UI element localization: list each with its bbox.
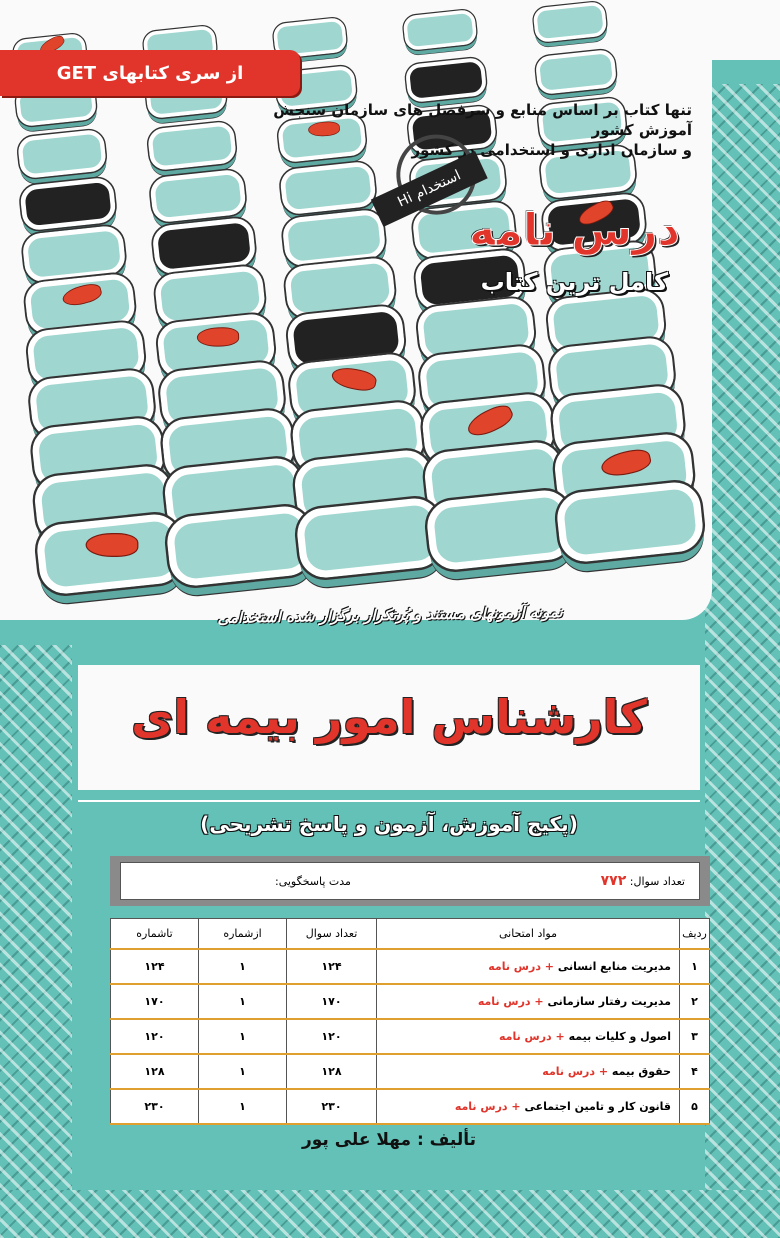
tray — [425, 488, 575, 572]
table-row — [111, 1054, 710, 1089]
row-from: ۱ — [199, 1019, 287, 1054]
row-from: ۱ — [199, 1089, 287, 1124]
row-subject — [377, 1054, 680, 1089]
tray — [402, 9, 477, 51]
tray — [17, 129, 107, 180]
row-subject — [377, 949, 680, 984]
book-title: کارشناس امور بیمه ای — [131, 690, 647, 744]
brand-title: درس نامه — [469, 205, 680, 256]
table-row — [111, 949, 710, 984]
author: تألیف : مهلا علی پور — [301, 1130, 477, 1150]
tray — [535, 49, 618, 95]
row-number: ۵ — [680, 1089, 710, 1124]
lesson-note: + درس نامه — [454, 1099, 521, 1113]
tagline — [272, 100, 692, 160]
row-number: ۲ — [680, 984, 710, 1019]
tagline-line-2: و سازمان اداری و استخدامی در کشور — [411, 141, 692, 159]
tray — [279, 161, 377, 216]
info-box — [110, 856, 710, 906]
row-subject — [377, 984, 680, 1019]
tray — [555, 480, 705, 564]
divider — [78, 800, 700, 802]
fish-icon — [197, 327, 240, 348]
decorative-knot-border-right — [705, 62, 780, 1238]
row-from: ۱ — [199, 949, 287, 984]
subject-name: حقوق بیمه — [611, 1064, 671, 1078]
lesson-note: + درس نامه — [488, 959, 555, 973]
row-subject — [377, 1019, 680, 1054]
tray — [532, 1, 607, 43]
row-to: ۱۲۸ — [111, 1054, 199, 1089]
tray — [149, 169, 247, 224]
subjects-table — [110, 918, 710, 1125]
tray — [405, 57, 488, 103]
row-count: ۱۲۰ — [287, 1019, 377, 1054]
row-count: ۱۲۴ — [287, 949, 377, 984]
header-row-num: ردیف — [680, 919, 710, 949]
row-number: ۳ — [680, 1019, 710, 1054]
question-count-value: ۷۷۲ — [600, 873, 627, 889]
decorative-knot-border-left — [0, 645, 72, 1238]
stamp-label: استخدام — [412, 167, 464, 203]
decorative-knot-border-bottom — [0, 1190, 780, 1238]
duration-label: مدت پاسخگویی: — [275, 874, 351, 888]
table-row — [111, 1089, 710, 1124]
tray — [19, 177, 117, 232]
table-header — [111, 919, 710, 949]
row-to: ۱۲۴ — [111, 949, 199, 984]
brand-subtitle: کامل ترین کتاب — [480, 268, 668, 296]
row-from: ۱ — [199, 1054, 287, 1089]
tray — [147, 121, 237, 172]
stamp-hi: Hi — [395, 189, 416, 211]
row-to: ۲۳۰ — [111, 1089, 199, 1124]
header-subject: مواد امتحانی — [377, 919, 680, 949]
header-count: تعداد سوال — [287, 919, 377, 949]
lesson-note: + درس نامه — [498, 1029, 565, 1043]
lesson-note: + درس نامه — [477, 994, 544, 1008]
row-number: ۴ — [680, 1054, 710, 1089]
subject-name: اصول و کلیات بیمه — [568, 1029, 671, 1043]
sample-exams-line: نمونه آزمونهای مستند و پُرتکرار برگزار شده استخدامی — [217, 602, 563, 628]
series-banner: از سری کتابهای GET — [0, 50, 300, 96]
subject-name: قانون کار و تامین اجتماعی — [524, 1099, 671, 1113]
table-row — [111, 984, 710, 1019]
tagline-line-1: تنها کتاب بر اساس منابع و سرفصل های سازمان سنجش آموزش کشور — [273, 101, 692, 139]
row-to: ۱۲۰ — [111, 1019, 199, 1054]
question-count-label: تعداد سوال: — [629, 875, 685, 888]
book-subtitle: (پکیج آموزش، آزمون و پاسخ تشریحی) — [200, 812, 578, 836]
row-count: ۲۳۰ — [287, 1089, 377, 1124]
row-to: ۱۷۰ — [111, 984, 199, 1019]
tray — [295, 496, 445, 580]
table-row — [111, 1019, 710, 1054]
header-from: ازشماره — [199, 919, 287, 949]
subject-name: مدیریت منابع انسانی — [557, 959, 671, 973]
question-count — [601, 873, 685, 889]
row-subject — [377, 1089, 680, 1124]
lesson-note: + درس نامه — [542, 1064, 609, 1078]
row-count: ۱۲۸ — [287, 1054, 377, 1089]
row-number: ۱ — [680, 949, 710, 984]
tray — [165, 504, 315, 588]
subject-name: مدیریت رفتار سازمانی — [547, 994, 671, 1008]
row-from: ۱ — [199, 984, 287, 1019]
row-count: ۱۷۰ — [287, 984, 377, 1019]
header-to: تاشماره — [111, 919, 199, 949]
fish-icon — [86, 533, 139, 557]
